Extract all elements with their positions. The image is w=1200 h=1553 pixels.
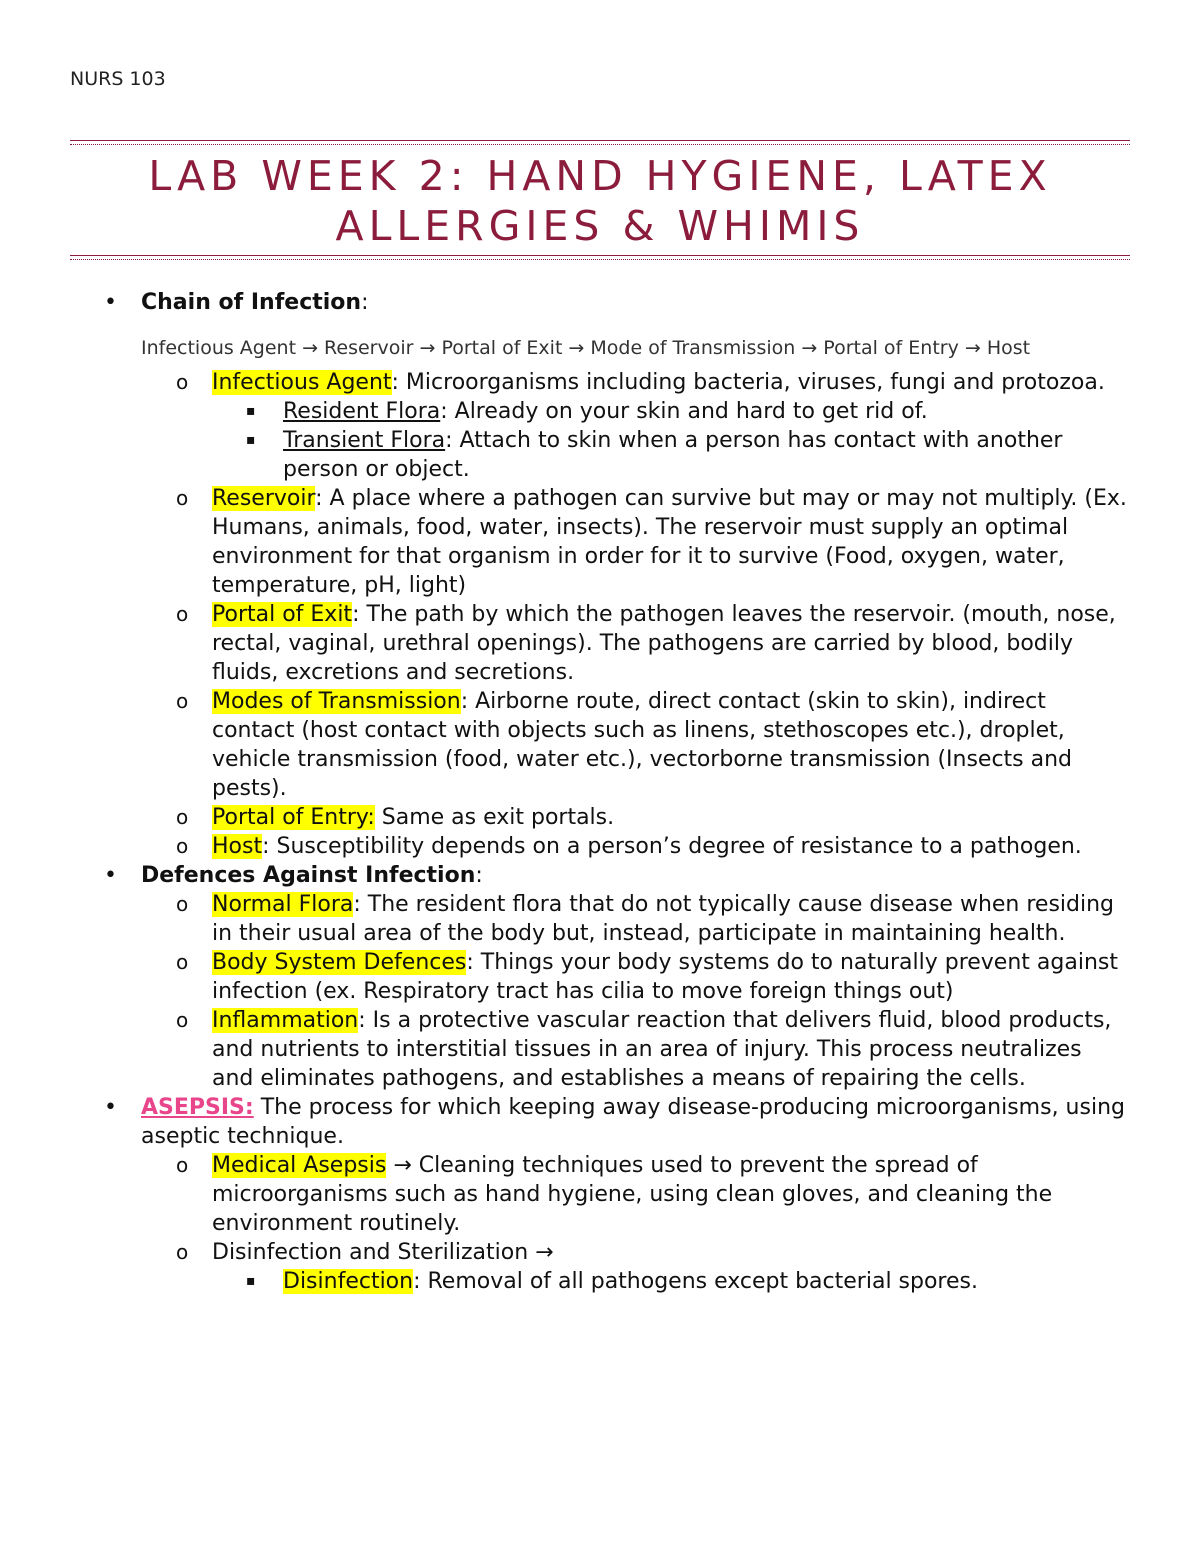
bullet-marker: •: [104, 863, 117, 888]
chain-sequence: Infectious Agent → Reservoir → Portal of Exit → Mode of Transmission → Portal of Entry → Host: [141, 337, 1031, 359]
list-item: [0, 861, 1200, 890]
term: Inflammation: [212, 1008, 359, 1033]
square-marker: ▪: [246, 403, 256, 419]
list-item: [0, 600, 1200, 687]
list-item: [0, 890, 1200, 948]
term: Body System Defences: [212, 950, 467, 975]
list-item: [0, 1006, 1200, 1093]
term-description: : Already on your skin and hard to get rid of.: [440, 399, 928, 424]
term-description: : Microorganisms including bacteria, viruses, fungi and protozoa.: [391, 370, 1105, 395]
bullet-marker: •: [104, 1095, 117, 1120]
term: Infectious Agent: [212, 370, 392, 395]
title-line-1: LAB WEEK 2: HAND HYGIENE, LATEX: [148, 152, 1052, 200]
list-item: [0, 1151, 1200, 1238]
term: Normal Flora: [212, 892, 354, 917]
list-item: [0, 397, 1200, 426]
term-description: : Removal of all pathogens except bacterial spores.: [413, 1269, 978, 1294]
list-item: [0, 803, 1200, 832]
term-description: : Susceptibility depends on a person’s degree of resistance to a pathogen.: [262, 834, 1082, 859]
list-item: [0, 948, 1200, 1006]
circle-marker: o: [176, 689, 189, 713]
circle-marker: o: [176, 950, 189, 974]
circle-marker: o: [176, 1008, 189, 1032]
list-item: [0, 1267, 1200, 1296]
list-item: [0, 1093, 1200, 1151]
term-description: : A place where a pathogen can survive but may or may not multiply. (Ex. Humans, animals, food, water, insects). The reservoir must supply an optimal environment for that organism in order for it to survive (Food, oxygen, water, temperature, pH, light): [212, 486, 1127, 598]
term-description: The process for which keeping away disease-producing microorganisms, using aseptic technique.: [141, 1095, 1125, 1149]
circle-marker: o: [176, 370, 189, 394]
square-marker: ▪: [246, 432, 256, 448]
list-item: [0, 368, 1200, 397]
term-description: : The resident flora that do not typically cause disease when residing in their usual area of the body but, instead, participate in maintaining health.: [212, 892, 1115, 946]
circle-marker: o: [176, 1240, 189, 1264]
list-item: [0, 426, 1200, 484]
term: Resident Flora: [283, 399, 441, 424]
term: Disinfection: [283, 1269, 414, 1294]
term: Modes of Transmission: [212, 689, 461, 714]
term: Reservoir: [212, 486, 316, 511]
term-description: : Attach to skin when a person has contact with another person or object.: [283, 428, 1063, 482]
bullet-marker: •: [104, 290, 117, 315]
section-heading: Defences Against Infection: [141, 863, 476, 888]
term: Host: [212, 834, 263, 859]
term: ASEPSIS:: [141, 1095, 254, 1120]
title-rule-bottom: [70, 255, 1130, 260]
square-marker: ▪: [246, 1273, 256, 1289]
term-description: : Things your body systems do to naturally prevent against infection (ex. Respiratory tract has cilia to move foreign things out): [212, 950, 1118, 1004]
title-block: [70, 140, 1130, 260]
heading-colon: :: [361, 290, 369, 315]
circle-marker: o: [176, 1153, 189, 1177]
course-code: NURS 103: [70, 68, 166, 90]
section-heading: Chain of Infection: [141, 290, 362, 315]
term-description: : The path by which the pathogen leaves the reservoir. (mouth, nose, rectal, vaginal, urethral openings). The pathogens are carried by blood, bodily fluids, excretions and secretions.: [212, 602, 1116, 685]
term: Portal of Entry:: [212, 805, 375, 830]
circle-marker: o: [176, 834, 189, 858]
term: Transient Flora: [283, 428, 446, 453]
subheading: Disinfection and Sterilization →: [212, 1240, 554, 1265]
list-item: [0, 288, 1200, 317]
list-item: [0, 687, 1200, 803]
term: Medical Asepsis: [212, 1153, 387, 1178]
term: Portal of Exit: [212, 602, 353, 627]
document-body: [0, 288, 1200, 1296]
document-title: [70, 145, 1130, 255]
term-description: : Airborne route, direct contact (skin to skin), indirect contact (host contact with objects such as linens, stethoscopes etc.), droplet, vehicle transmission (food, water etc.), vectorborne transmission (Insects and pests).: [212, 689, 1073, 801]
heading-colon: :: [475, 863, 483, 888]
term-description: → Cleaning techniques used to prevent the spread of microorganisms such as hand hygiene, using clean gloves, and cleaning the environment routinely.: [212, 1153, 1053, 1236]
circle-marker: o: [176, 486, 189, 510]
circle-marker: o: [176, 892, 189, 916]
title-line-2: ALLERGIES & WHIMIS: [335, 202, 865, 250]
circle-marker: o: [176, 805, 189, 829]
list-item: [0, 484, 1200, 600]
circle-marker: o: [176, 602, 189, 626]
list-item: [0, 1238, 1200, 1267]
term-description: Same as exit portals.: [374, 805, 615, 830]
list-item: [0, 832, 1200, 861]
term-description: : Is a protective vascular reaction that delivers fluid, blood products, and nutrients to interstitial tissues in an area of injury. This process neutralizes and eliminates pathogens, and establishes a means of repairing the cells.: [212, 1008, 1112, 1091]
